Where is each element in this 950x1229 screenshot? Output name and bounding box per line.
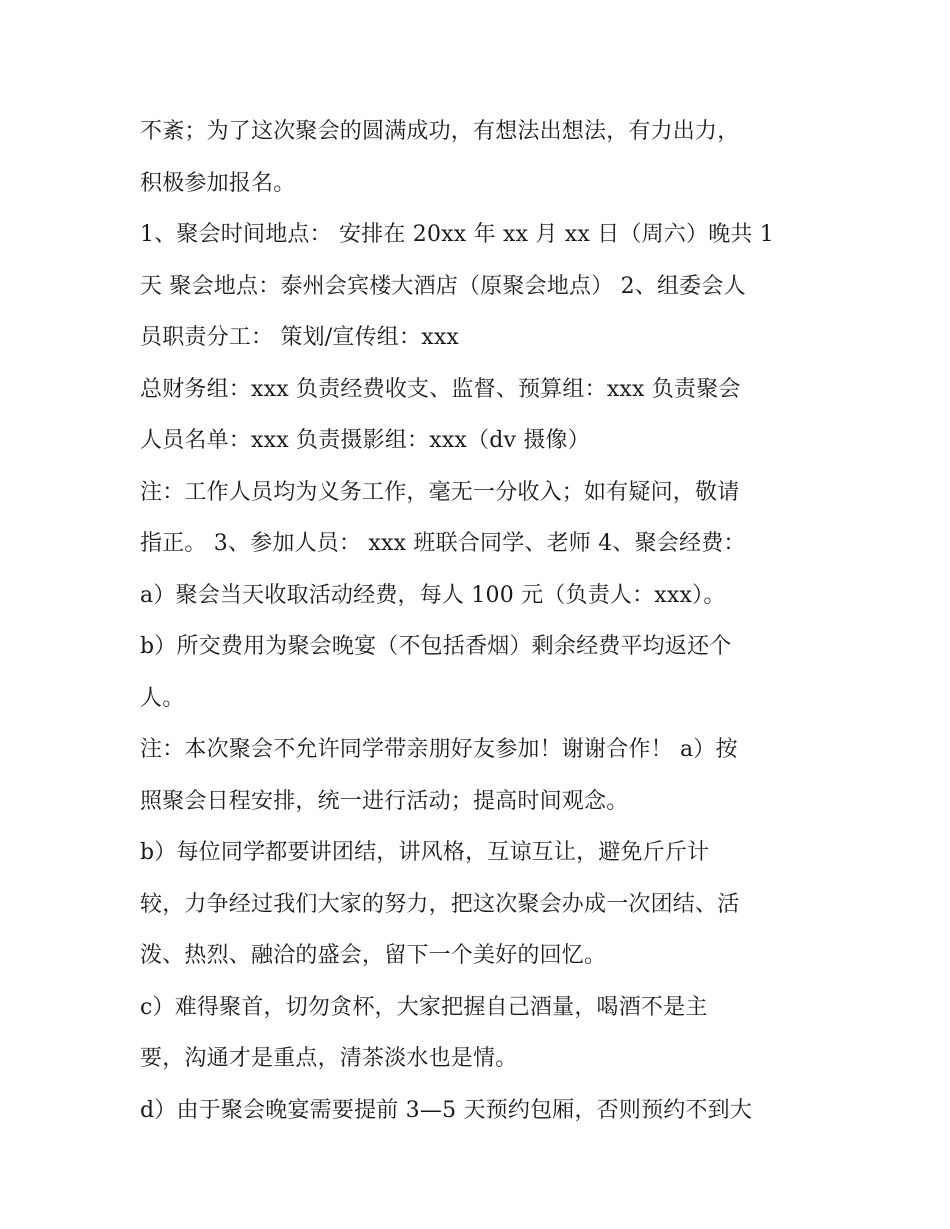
text-line: 要，沟通才是重点，清茶淡水也是情。 (140, 1046, 518, 1071)
text-line: 注：工作人员均为义务工作，毫无一分收入；如有疑问，敬请 (140, 479, 740, 505)
text-line: 不紊；为了这次聚会的圆满成功，有想法出想法，有力出力， (140, 119, 740, 144)
text-line: 人员名单：xxx 负责摄影组：xxx（dv 摄像） (140, 428, 590, 453)
text-line: 照聚会日程安排，统一进行活动；提高时间观念。 (140, 788, 629, 814)
text-line: 较，力争经过我们大家的努力，把这次聚会办成一次团结、活 (140, 891, 740, 917)
text-line: d）由于聚会晚宴需要提前 3—5 天预约包厢，否则预约不到大 (140, 1097, 753, 1123)
text-line: b）每位同学都要讲团结，讲风格，互谅互让，避免斤斤计 (140, 840, 710, 865)
text-line: 人。 (140, 685, 185, 711)
text-line: b）所交费用为聚会晚宴（不包括香烟）剩余经费平均返还个 (140, 634, 732, 659)
text-line: 泼、热烈、融洽的盛会，留下一个美好的回忆。 (140, 943, 607, 968)
text-line: 总财务组：xxx 负责经费收支、监督、预算组：xxx 负责聚会 (140, 376, 741, 402)
text-line: 注：本次聚会不允许同学带亲朋好友参加！谢谢合作！ a）按 (140, 737, 738, 762)
text-line: 指正。 3、参加人员： xxx 班联合同学、老师 4、聚会经费： (140, 531, 746, 556)
text-line: 积极参加报名。 (140, 170, 296, 196)
text-line: 天 聚会地点：泰州会宾楼大酒店（原聚会地点） 2、组委会人 (140, 273, 746, 299)
text-line: a）聚会当天收取活动经费，每人 100 元（负责人：xxx）。 (140, 582, 726, 608)
document-body (140, 106, 820, 1136)
text-line: c）难得聚首，切勿贪杯，大家把握自己酒量，喝酒不是主 (140, 994, 708, 1020)
text-line: 1、聚会时间地点： 安排在 20xx 年 xx 月 xx 日（周六）晚共 1 (140, 222, 774, 247)
text-line: 员职责分工： 策划/宣传组：xxx (140, 325, 460, 350)
